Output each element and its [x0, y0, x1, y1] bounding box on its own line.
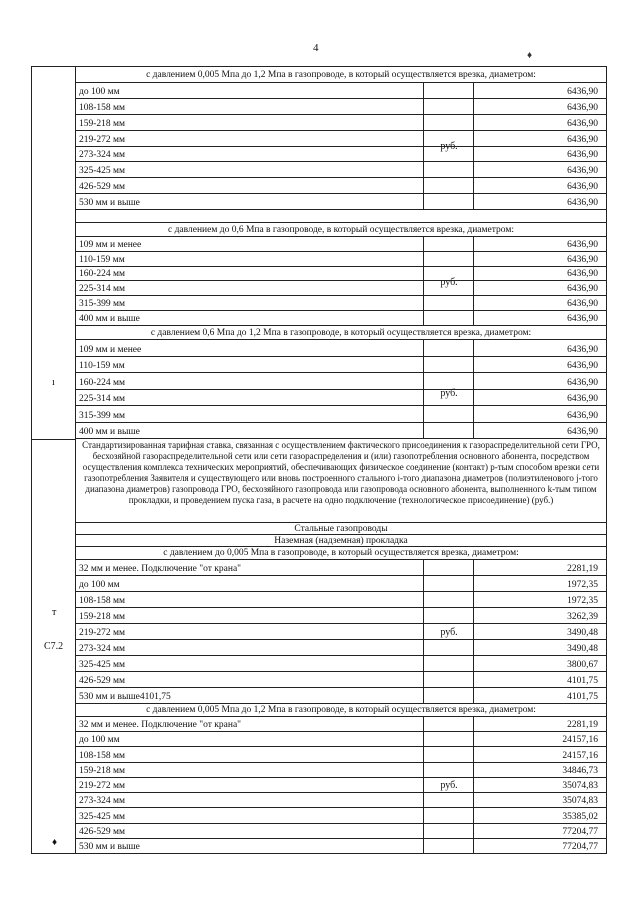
table-row: [76, 267, 606, 282]
diameter-label: 426-529 мм: [79, 826, 126, 837]
rate-value: 3490,48: [567, 628, 598, 638]
table-row: [76, 357, 606, 374]
diameter-label: 108-158 мм: [79, 102, 126, 113]
diameter-label: 225-314 мм: [79, 284, 126, 295]
diameter-label: 325-425 мм: [79, 660, 126, 670]
table-row: [76, 340, 606, 357]
rate-value: 6436,90: [567, 299, 598, 310]
table-row: [76, 115, 606, 131]
rate-value: 4101,75: [567, 692, 598, 702]
table-row: [76, 839, 606, 854]
rate-value: 6436,90: [567, 86, 598, 97]
row-code: С7.2: [44, 641, 64, 652]
unit-label: руб.: [440, 277, 458, 288]
rate-value: 6436,90: [567, 269, 598, 280]
diameter-label: до 100 мм: [79, 86, 120, 97]
rate-value: 6436,90: [567, 344, 598, 355]
diameter-label: 325-425 мм: [79, 811, 126, 822]
unit-label: руб.: [440, 388, 458, 399]
table-row: [76, 99, 606, 115]
diameter-label: 273-324 мм: [79, 150, 126, 161]
diameter-label: 426-529 мм: [79, 182, 126, 193]
diameter-label: 108-158 мм: [79, 596, 126, 606]
rate-value: 35074,83: [562, 781, 598, 792]
table-row: [76, 688, 606, 704]
rate-value: 35074,83: [562, 796, 598, 807]
diameter-label: 219-272 мм: [79, 134, 126, 145]
table-row: [76, 717, 606, 732]
table-row: [76, 282, 606, 297]
table-row: [76, 423, 606, 440]
rate-value: 6436,90: [567, 102, 598, 113]
diameter-label: 108-158 мм: [79, 750, 126, 761]
table-row: [76, 808, 606, 823]
table-row: [76, 793, 606, 808]
id-column: [32, 67, 76, 853]
table-row: [76, 373, 606, 390]
diameter-label: 315-399 мм: [79, 299, 126, 310]
rate-value: 4101,75: [567, 676, 598, 686]
rate-value: 2281,19: [567, 564, 598, 574]
diameter-label: 400 мм и выше: [79, 313, 140, 324]
diameter-label: 110-159 мм: [79, 361, 125, 371]
table-row: [76, 656, 606, 672]
diameter-label: 273-324 мм: [79, 644, 126, 654]
diameter-label: 530 мм и выше4101,75: [79, 692, 171, 702]
diameter-label: 225-314 мм: [79, 394, 126, 404]
table-row: [76, 147, 606, 163]
diameter-label: 325-425 мм: [79, 166, 126, 177]
table-row: [76, 763, 606, 778]
rate-value: 35385,02: [562, 811, 598, 822]
diameter-label: 400 мм и выше: [79, 427, 140, 437]
table-row: [76, 672, 606, 688]
diameter-label: 530 мм и выше: [79, 198, 140, 208]
block-header: с давлением 0,005 Мпа до 1,2 Мпа в газопроводе, в который осуществляется врезка, диаметром:: [76, 704, 606, 717]
rate-value: 6436,90: [567, 427, 598, 437]
table-row: [76, 194, 606, 210]
rate-value: 6436,90: [567, 150, 598, 161]
row-id-first: ı: [52, 377, 55, 388]
block-header: с давлением до 0,005 Мпа в газопроводе, в который осуществляется врезка, диаметром:: [76, 547, 606, 560]
diameter-label: 273-324 мм: [79, 796, 126, 807]
rate-value: 6436,90: [567, 377, 598, 388]
table-row: [76, 178, 606, 194]
diameter-label: 32 мм и менее. Подключение "от крана": [79, 564, 242, 574]
block-header: с давлением до 0,6 Мпа в газопроводе, в который осуществляется врезка, диаметром:: [76, 223, 606, 237]
table-row: [76, 296, 606, 311]
unit-label: руб.: [440, 627, 458, 638]
diameter-label: 160-224 мм: [79, 377, 126, 388]
diameter-label: 32 мм и менее. Подключение "от крана": [79, 720, 242, 731]
table-row: [76, 390, 606, 407]
subheader-steel: Стальные газопроводы: [76, 523, 606, 535]
diameter-label: 159-218 мм: [79, 118, 126, 129]
rate-value: 1972,35: [567, 580, 598, 590]
table-row: [76, 608, 606, 624]
block-header: с давлением 0,005 Мпа до 1,2 Мпа в газопроводе, в который осуществляется врезка, диаметром:: [76, 67, 606, 83]
table-row: [76, 732, 606, 747]
rate-value: 6436,90: [567, 134, 598, 145]
diameter-label: 426-529 мм: [79, 676, 126, 686]
diameter-label: 219-272 мм: [79, 781, 126, 792]
diameter-label: 109 мм и менее: [79, 344, 142, 355]
diameter-label: 160-224 мм: [79, 269, 126, 280]
table-row: [76, 252, 606, 267]
rate-value: 24157,16: [562, 750, 598, 761]
table-row: [76, 237, 606, 252]
rate-value: 6436,90: [567, 313, 598, 324]
unit-label: руб.: [440, 141, 458, 152]
table-row: [76, 640, 606, 656]
block-3: [76, 326, 606, 439]
diameter-label: до 100 мм: [79, 735, 120, 746]
rate-value: 3800,67: [567, 660, 598, 670]
table-row: [76, 624, 606, 640]
unit-label: руб.: [440, 780, 458, 791]
rate-value: 3490,48: [567, 644, 598, 654]
block-1: [76, 67, 606, 213]
subheader-laying: Наземная (надземная) прокладка: [76, 535, 606, 547]
diameter-label: до 100 мм: [79, 580, 120, 590]
corner-mark: ♦: [527, 50, 533, 61]
rate-value: 6436,90: [567, 166, 598, 177]
rate-value: 6436,90: [567, 361, 598, 371]
rate-value: 34846,73: [562, 765, 598, 776]
row-mark: т: [52, 607, 57, 618]
row-bottom-mark: ♦: [52, 837, 58, 848]
rate-value: 77204,77: [562, 841, 598, 852]
rate-value: 6436,90: [567, 394, 598, 404]
tariff-description: Стандартизированная тарифная ставка, связанная с осуществлением фактического присоединения к газораспределительной сети ГРО, бесхозяйной газораспределительной сети или сети газораспределения и (или) газопотребления основного абонента, посредством осуществления комплекса технических мероприятий, обеспечивающих физическое соединение (контакт) р-тым способом врезки сети газопотребления Заявителя и существующего или вновь построенного стального i-того диапазона диаметров (полиэтиленового j-того диапазона диаметров) газопровода ГРО, бесхозяйного газопровода или газопровода основного абонента, выполненного k-тым типом прокладки, и проведением пуска газа, в расчете на одно подключение (технологическое присоединение) (руб.): [76, 439, 606, 523]
rate-value: 6436,90: [567, 118, 598, 129]
table-row: [76, 576, 606, 592]
diameter-label: 315-399 мм: [79, 410, 126, 421]
table-row: [76, 162, 606, 178]
rate-value: 3262,39: [567, 612, 598, 622]
rate-value: 1972,35: [567, 596, 598, 606]
table-row: [76, 560, 606, 576]
page-number: 4: [313, 42, 319, 54]
tariff-table: [31, 66, 607, 854]
diameter-label: 159-218 мм: [79, 765, 126, 776]
table-row: [76, 406, 606, 423]
diameter-label: 159-218 мм: [79, 612, 126, 622]
diameter-label: 530 мм и выше: [79, 841, 140, 852]
diameter-label: 109 мм и менее: [79, 239, 142, 250]
table-row: [76, 83, 606, 99]
rate-value: 2281,19: [567, 720, 598, 731]
diameter-label: 219-272 мм: [79, 628, 126, 638]
table-row: [76, 824, 606, 839]
rate-value: 6436,90: [567, 182, 598, 193]
rate-value: 6436,90: [567, 239, 598, 250]
block-2: [76, 223, 606, 326]
rate-value: 24157,16: [562, 735, 598, 746]
rate-value: 6436,90: [567, 254, 598, 265]
block-header: с давлением 0,6 Мпа до 1,2 Мпа в газопроводе, в который осуществляется врезка, диаметром:: [76, 326, 606, 340]
table-row: [76, 131, 606, 147]
diameter-label: 110-159 мм: [79, 254, 125, 265]
table-row: [76, 778, 606, 793]
rate-value: 6436,90: [567, 198, 598, 208]
table-row: [76, 311, 606, 326]
rate-value: 6436,90: [567, 410, 598, 421]
rate-value: 77204,77: [562, 826, 598, 837]
table-row: [76, 747, 606, 762]
block-5: [76, 704, 606, 854]
block-4: [76, 547, 606, 704]
table-row: [76, 592, 606, 608]
rate-value: 6436,90: [567, 284, 598, 295]
